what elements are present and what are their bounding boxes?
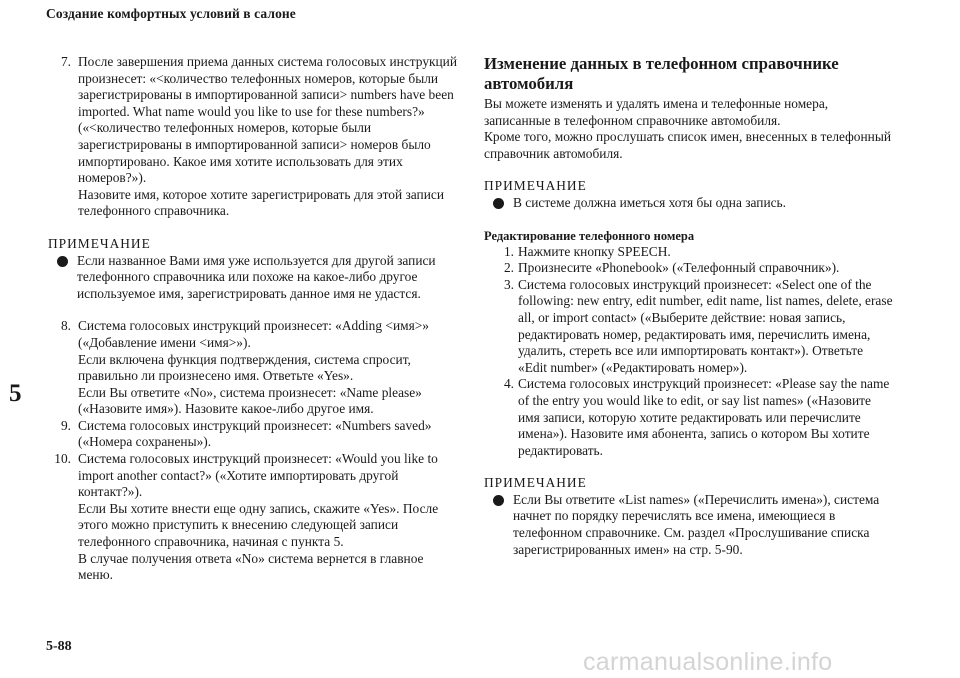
note-bullet: [484, 492, 894, 558]
step-number: 1.: [503, 243, 514, 259]
step-8: [48, 318, 458, 418]
step-number: 8.: [60, 318, 71, 334]
note-text: Если названное Вами имя уже используется для другой записи телефонного справочника или похоже на какое-либо другое используемое имя, зарегистрировать данное имя не удастся.: [77, 252, 436, 301]
step-10: [48, 451, 458, 584]
left-column: [48, 54, 458, 584]
edit-step: [484, 277, 894, 377]
edit-step: [484, 244, 894, 261]
step-text: Система голосовых инструкций произнесет: «Please say the name of the entry you would like to edit, or say list names» («Назовите имя записи, которую хотите редактировать или перечислите имена»). Назовите имя абонента, запись о котором Вы хотите редактировать.: [518, 376, 890, 458]
step-text: Назовите имя, которое хотите зарегистрировать для этой записи телефонного справочника.: [78, 186, 444, 219]
chapter-number: 5: [9, 380, 22, 407]
intro-text: Вы можете изменять и удалять имена и телефонные номера, записанные в телефонном справочнике автомобиля.: [484, 96, 829, 128]
step-text: Система голосовых инструкций произнесет: «Adding <имя>» («Добавление имени <имя>»).: [78, 318, 429, 350]
bullet-dot-icon: [493, 495, 504, 506]
note-bullet: [48, 253, 458, 303]
page-header: Создание комфортных условий в салоне: [46, 6, 296, 21]
note-bullet: [484, 195, 894, 212]
note-title: ПРИМЕЧАНИЕ: [484, 178, 587, 194]
step-text: Если Вы хотите внести еще одну запись, скажите «Yes». После этого можно приступить к внесению следующей записи телефонного справочника, начиная с пункта 5.: [78, 500, 439, 550]
step-number: 9.: [60, 417, 71, 433]
bullet-dot-icon: [57, 256, 68, 267]
right-column: [484, 54, 894, 558]
note-title: ПРИМЕЧАНИЕ: [48, 235, 151, 251]
step-number: 7.: [60, 54, 71, 69]
step-text: После завершения приема данных система голосовых инструкций произнесет: «<количество телефонных номеров, которые были зарегистрированы в импортированной записи> numbers have been imported. What name would you like to use for these numbers?» («<количество телефонных номеров, которые были зарегистрированы в импортированной записи> номеров было импортировано. Какое имя хотите использовать для этих номеров?»).: [78, 54, 458, 186]
step-text: В случае получения ответа «No» система вернется в главное меню.: [78, 550, 424, 583]
step-number: 10.: [54, 451, 71, 467]
step-text: Если Вы ответите «No», система произнесет: «Name please» («Назовите имя»). Назовите какое-либо другое имя.: [78, 384, 422, 417]
subsection-title: Редактирование телефонного номера: [484, 228, 695, 243]
edit-step: [484, 376, 894, 459]
edit-steps-list: [484, 244, 894, 460]
step-number: 3.: [503, 276, 514, 292]
watermark: carmanualsonline.info: [583, 648, 833, 676]
bullet-dot-icon: [493, 198, 504, 209]
note-text: Если Вы ответите «List names» («Перечислить имена»), система начнет по порядку перечислять все имена, имеющиеся в телефонном справочнике. См. раздел «Прослушивание списка зарегистрированных имен» на стр. 5-90.: [513, 491, 880, 557]
step-9: [48, 418, 458, 451]
step-text: Нажмите кнопку SPEECH.: [518, 243, 671, 259]
step-text: Система голосовых инструкций произнесет: «Select one of the following: new entry, edit number, edit name, list names, delete, erase all, or import contact» («Выберите действие: новая запись, редактировать номер, редактировать имя, перечислить имена, удалить, стереть все или импортировать контакт»). Ответьте «Edit number» («Редактировать номер»).: [518, 276, 893, 375]
edit-step: [484, 260, 894, 277]
note-title: ПРИМЕЧАНИЕ: [484, 475, 587, 491]
step-number: 2.: [503, 260, 514, 276]
step-text: Система голосовых инструкций произнесет: «Would you like to import another contact?» («Хотите импортировать другой контакт?»).: [78, 451, 438, 500]
intro-text: Кроме того, можно прослушать список имен, внесенных в телефонный справочник автомобиля.: [484, 129, 891, 161]
step-text: Произнесите «Phonebook» («Телефонный справочник»).: [518, 260, 840, 276]
note-text: В системе должна иметься хотя бы одна запись.: [513, 194, 787, 210]
step-text: Если включена функция подтверждения, система спросит, правильно ли произнесено имя. Ответьте «Yes».: [78, 351, 411, 384]
page-number: 5-88: [46, 639, 72, 654]
step-7: [48, 54, 458, 220]
step-number: 4.: [503, 376, 514, 392]
step-text: Система голосовых инструкций произнесет: «Numbers saved» («Номера сохранены»).: [78, 417, 432, 450]
section-title: Изменение данных в телефонном справочнике автомобиля: [484, 54, 839, 93]
